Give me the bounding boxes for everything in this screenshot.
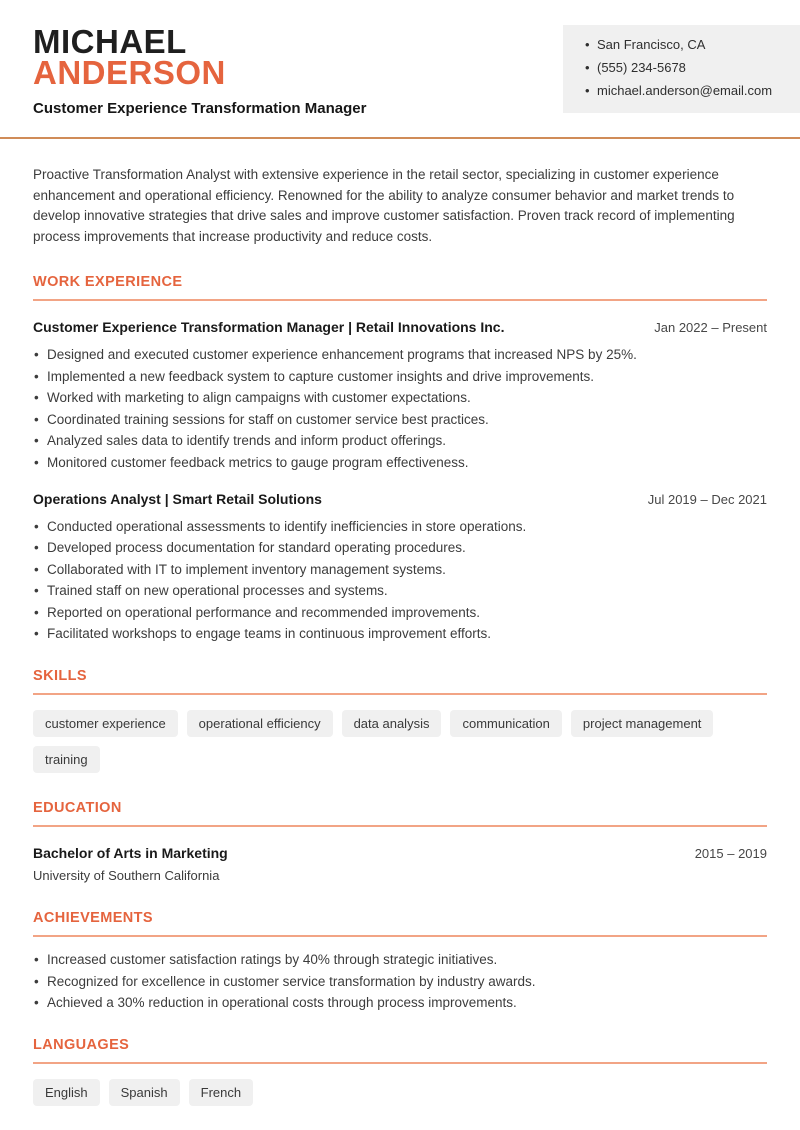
professional-title: Customer Experience Transformation Manager bbox=[33, 100, 367, 117]
skill-chip: data analysis bbox=[342, 710, 442, 737]
education-header bbox=[33, 845, 767, 861]
school-name: University of Southern California bbox=[33, 868, 220, 883]
achievement-bullet: • Achieved a 30% reduction in operational costs through process improvements. bbox=[33, 996, 767, 1010]
skill-chip: training bbox=[33, 746, 100, 773]
work-experience-heading: WORK EXPERIENCE bbox=[33, 274, 767, 301]
summary-paragraph: Proactive Transformation Analyst with extensive experience in the retail sector, specializing in customer experience enhancement and operational efficiency. Renowned for the ability to analyze consumer behavior and market trends to develop innovative strategies that drive sales and improve customer satisfaction. Proven track record of implementing process improvements that increase productivity and reduce costs. bbox=[33, 167, 735, 244]
last-name: ANDERSON bbox=[33, 54, 226, 91]
job-bullet: • Implemented a new feedback system to capture customer insights and drive improvements. bbox=[33, 370, 767, 384]
contact-email: • michael.anderson@email.com bbox=[585, 84, 790, 98]
achievements-list bbox=[33, 953, 767, 1010]
job-title-company: Customer Experience Transformation Manager | Retail Innovations Inc. bbox=[33, 319, 505, 335]
education-heading: EDUCATION bbox=[33, 800, 767, 827]
job-entry bbox=[33, 491, 767, 642]
section-work-experience bbox=[33, 274, 767, 641]
job-bullet: • Designed and executed customer experience enhancement programs that increased NPS by 25%. bbox=[33, 348, 767, 362]
job-bullet-list bbox=[33, 520, 767, 642]
section-education bbox=[33, 800, 767, 883]
education-dates: 2015 – 2019 bbox=[694, 846, 767, 861]
contact-phone: • (555) 234-5678 bbox=[585, 61, 790, 75]
job-entry bbox=[33, 319, 767, 470]
contact-list bbox=[585, 38, 790, 98]
resume-header bbox=[0, 0, 800, 139]
skill-chip: communication bbox=[450, 710, 561, 737]
skill-chip: customer experience bbox=[33, 710, 178, 737]
job-bullet: • Facilitated workshops to engage teams in continuous improvement efforts. bbox=[33, 627, 767, 641]
job-header bbox=[33, 491, 767, 507]
language-chip: French bbox=[189, 1079, 253, 1106]
job-dates: Jan 2022 – Present bbox=[654, 320, 767, 335]
job-bullet: • Analyzed sales data to identify trends and inform product offerings. bbox=[33, 434, 767, 448]
job-bullet: • Trained staff on new operational processes and systems. bbox=[33, 584, 767, 598]
languages-heading: LANGUAGES bbox=[33, 1037, 767, 1064]
first-name: MICHAEL bbox=[33, 23, 187, 60]
job-bullet: • Developed process documentation for standard operating procedures. bbox=[33, 541, 767, 555]
language-chip: English bbox=[33, 1079, 100, 1106]
resume-body bbox=[0, 165, 800, 1106]
job-bullet: • Worked with marketing to align campaigns with customer expectations. bbox=[33, 391, 767, 405]
job-bullet: • Conducted operational assessments to identify inefficiencies in store operations. bbox=[33, 520, 767, 534]
skills-heading: SKILLS bbox=[33, 668, 767, 695]
degree-title: Bachelor of Arts in Marketing bbox=[33, 845, 228, 861]
job-bullet: • Monitored customer feedback metrics to gauge program effectiveness. bbox=[33, 456, 767, 470]
job-header bbox=[33, 319, 767, 335]
languages-chip-list bbox=[33, 1079, 767, 1106]
job-bullet: • Coordinated training sessions for staff on customer service best practices. bbox=[33, 413, 767, 427]
achievement-bullet: • Increased customer satisfaction ratings by 40% through strategic initiatives. bbox=[33, 953, 767, 967]
contact-location: • San Francisco, CA bbox=[585, 38, 790, 52]
achievements-heading: ACHIEVEMENTS bbox=[33, 910, 767, 937]
job-bullet-list bbox=[33, 348, 767, 470]
section-achievements bbox=[33, 910, 767, 1010]
job-bullet: • Reported on operational performance and recommended improvements. bbox=[33, 606, 767, 620]
job-bullet: • Collaborated with IT to implement inventory management systems. bbox=[33, 563, 767, 577]
skill-chip: operational efficiency bbox=[187, 710, 333, 737]
section-skills bbox=[33, 668, 767, 773]
skills-chip-list bbox=[33, 710, 767, 773]
skill-chip: project management bbox=[571, 710, 714, 737]
job-title-company: Operations Analyst | Smart Retail Solutions bbox=[33, 490, 322, 507]
job-dates: Jul 2019 – Dec 2021 bbox=[647, 491, 767, 507]
language-chip: Spanish bbox=[109, 1079, 180, 1106]
section-languages bbox=[33, 1037, 767, 1106]
achievement-bullet: • Recognized for excellence in customer service transformation by industry awards. bbox=[33, 975, 767, 989]
contact-box bbox=[563, 25, 800, 113]
